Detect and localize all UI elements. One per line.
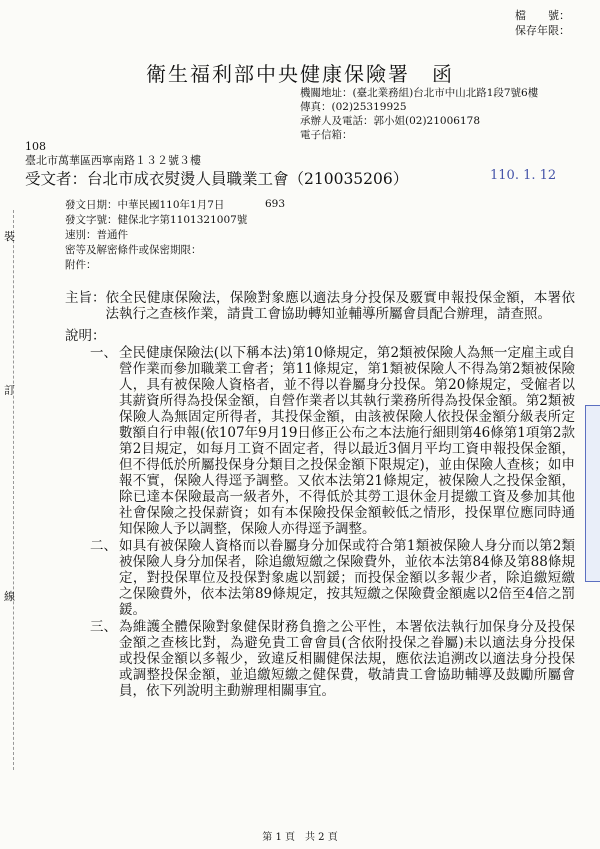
subject-text: 依全民健康保險法，保險對象應以適法身分投保及覈實申報投保金額，本署依法執行之查核作業，請貴工會協助轉知並輔導所屬會員配合辦理，請查照。 <box>105 290 575 322</box>
sender-info <box>300 86 538 142</box>
item-text: 如具有被保險人資格而以眷屬身分加保或符合第1類被保險人身分而以第2類被保險人身分加保者，除追繳短繳之保險費外，並依本法第84條及第88條規定，對投保單位及投保對象處以罰鍰；而投保金額以多報少者，除追繳短繳之保險費外，依本法第89條規定，按其短繳之保險費金額處以2倍至4倍之罰鍰。 <box>119 538 575 618</box>
item-number: 三、 <box>90 619 117 635</box>
attachment: 附件： <box>65 259 97 271</box>
document-body <box>65 290 575 699</box>
margin-label-line: 線 <box>4 590 15 603</box>
item-number: 二、 <box>90 538 117 554</box>
subject-label: 主旨： <box>65 290 106 306</box>
sender-contact: 承辦人及電話：郭小姐(02)21006178 <box>300 115 480 127</box>
meta-block <box>65 198 247 273</box>
sender-email: 電子信箱： <box>300 129 353 141</box>
speed: 速別：普通件 <box>65 229 128 241</box>
item-number: 一、 <box>90 345 117 361</box>
recipient: 受文者：台北市成衣熨燙人員職業工會（210035206） <box>25 170 409 188</box>
file-number-label: 檔 號： <box>515 9 570 22</box>
issue-number: 發文字號：健保北字第1101321007號 <box>65 214 248 226</box>
recipient-address: 臺北市萬華區西寧南路１３２號３樓 <box>25 154 201 167</box>
page-footer: 第 1 頁 共 2 頁 <box>262 832 338 843</box>
received-date-stamp: 110. 1. 12 <box>490 168 557 183</box>
sender-address: 機關地址：(臺北業務組)台北市中山北路1段7號6樓 <box>300 87 539 99</box>
document-title: 衛生福利部中央健康保險署 函 <box>146 62 454 86</box>
recipient-postcode: 108 <box>25 140 46 153</box>
seal-stamp <box>585 405 600 582</box>
explanation-item <box>65 538 575 618</box>
secrecy: 密等及解密條件或保密期限： <box>65 244 202 256</box>
explanation-item <box>65 619 575 699</box>
side-note: 693 <box>265 198 286 210</box>
recipient-address-block <box>25 140 201 168</box>
explanation-label: 說明： <box>65 328 106 344</box>
item-text: 為維護全體保險對象健保財務負擔之公平性，本署依法執行加保身分及投保金額之查核比對，為避免貴工會會員(含依附投保之眷屬)未以適法身分投保或投保金額以多報少，致違反相關健保法規，應依法追溯改以適法身分投保或調整投保金額，並追繳短繳之健保費，敬請貴工會協助輔導及鼓勵所屬會員，依下列說明主動辦理相關事宜。 <box>119 619 575 699</box>
sender-fax: 傳真：(02)25319925 <box>300 101 407 113</box>
explanation-item <box>65 345 575 537</box>
margin-label-bind: 裝 <box>4 230 15 243</box>
issue-date: 發文日期：中華民國110年1月7日 <box>65 199 225 211</box>
subject-row <box>65 290 575 322</box>
retention-label: 保存年限： <box>515 24 570 37</box>
margin-label-staple: 訂 <box>4 384 15 397</box>
item-text: 全民健康保險法(以下稱本法)第10條規定，第2類被保險人為無一定雇主或自營作業而參加職業工會者；第11條規定，第1類被保險人不得為第2類被保險人，具有被保險人資格者，並不得以眷屬身分投保。第20條規定，受僱者以其薪資所得為投保金額，自營作業者以其執行業務所得為投保金額。第2類被保險人為無固定所得者，其投保金額，由該被保險人依投保金額分級表所定數額自行申報(依107年9月19日修正公布之本法施行細則第46條第1項第2款第2目規定，如每月工資不固定者，得以最近3個月平均工資申報投保金額，但不得低於所屬投保身分類目之投保金額下限規定)，並由保險人查核；如申報不實，保險人得逕予調整。又依本法第21條規定，被保險人之投保金額，除已達本保險最高一級者外，不得低於其勞工退休金月提繳工資及參加其他社會保險之投保薪資；如有本保險投保金額較低之情形，投保單位應同時通知保險人予以調整，保險人亦得逕予調整。 <box>119 345 575 537</box>
binding-line <box>13 210 14 770</box>
